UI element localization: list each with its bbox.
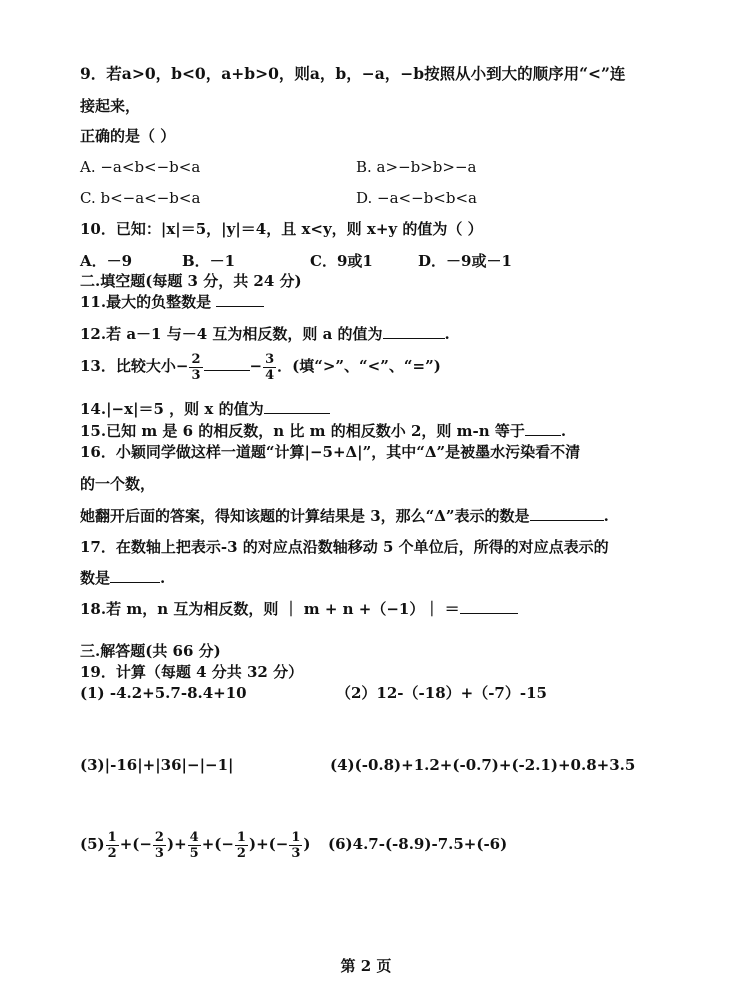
q17-line2 [80, 568, 165, 588]
q13-fraction-1: $\frac{2}{3}$ [191, 351, 201, 383]
p5-frac-e: $\frac{1}{3}$ [291, 829, 301, 861]
q14-blank [264, 399, 330, 414]
q9-option-b: B. a>−b>b>−a [356, 158, 477, 176]
q11-blank [216, 292, 264, 307]
q18 [80, 599, 518, 619]
q9-option-c: C. b<−a<−b<a [80, 189, 201, 207]
q11 [80, 292, 264, 312]
q17-end: . [160, 569, 166, 587]
problem-1: (1) -4.2+5.7-8.4+10 [80, 684, 247, 702]
q17-text: 数是 [80, 569, 111, 587]
q12-blank [383, 324, 445, 339]
q15 [80, 421, 566, 441]
q19-heading: 19．计算（每题 4 分共 32 分） [80, 663, 304, 681]
q16-line1: 16．小颖同学做这样一道题“计算|−5+Δ|”，其中“Δ”是被墨水污染看不清 [80, 443, 581, 461]
q16-line2: 的一个数， [80, 475, 156, 493]
problem-5: (5) $\frac{1}{2}$ +(− $\frac{2}{3}$ )+ $\frac{4}{5}$ +(− $\frac{1}{2}$ )+(− $\frac{1}{3}$ ) [80, 829, 311, 861]
section-2-heading: 二.填空题(每题 3 分，共 24 分) [80, 272, 302, 290]
q13: 13．比较大小− $\frac{2}{3}$ − $\frac{3}{4}$ ．(填“>”、“<”、“=”) [80, 351, 441, 383]
q18-blank [460, 599, 518, 614]
q10-option-c: C．9或1 [310, 252, 373, 270]
q16-blank [530, 506, 604, 521]
p5-frac-b: $\frac{2}{3}$ [154, 829, 164, 861]
q13-blank [204, 356, 250, 371]
q15-end: . [560, 422, 567, 440]
q9-line2: 接起来， [80, 97, 141, 115]
section-3-heading: 三.解答题(共 66 分) [80, 642, 221, 660]
problem-6: (6)4.7-(-8.9)-7.5+(-6) [328, 835, 508, 853]
q10-option-b: B．－1 [182, 252, 236, 270]
q12-end: . [444, 325, 450, 343]
p5-frac-d: $\frac{1}{2}$ [236, 829, 246, 861]
problem-5-label: (5) [80, 835, 105, 853]
q9-line3: 正确的是（ ） [80, 127, 176, 145]
q15-text: 15.已知 m 是 6 的相反数，n 比 m 的相反数小 2，则 m-n 等于 [80, 422, 525, 440]
q12-text: 12.若 a－1 与－4 互为相反数，则 a 的值为 [80, 325, 383, 343]
p5-frac-c: $\frac{4}{5}$ [189, 829, 199, 861]
q13-text: 13．比较大小 [80, 357, 176, 375]
q14 [80, 399, 330, 419]
q17-line1: 17．在数轴上把表示-3 的对应点沿数轴移动 5 个单位后，所得的对应点表示的 [80, 538, 609, 556]
q10-option-a: A．－9 [80, 252, 133, 270]
p5-frac-a: $\frac{1}{2}$ [107, 829, 117, 861]
q9-option-d: D. −a<−b<b<a [356, 189, 477, 207]
q18-text: 18.若 m，n 互为相反数，则 ｜ m + n +（−1）｜ ＝ [80, 600, 460, 618]
problem-4: (4)(-0.8)+1.2+(-0.7)+(-2.1)+0.8+3.5 [330, 756, 636, 774]
q9-option-a: A. −a<b<−b<a [80, 158, 201, 176]
q12 [80, 324, 450, 344]
q16-line3 [80, 506, 609, 526]
problem-3: (3)|-16|+|36|−|−1| [80, 756, 234, 774]
q9-line1: 9．若a>0，b<0，a+b>0，则a，b，−a，−b按照从小到大的顺序用“<”连 [80, 64, 626, 83]
problem-2: （2）12-（-18）+（-7）-15 [336, 684, 547, 702]
q16-end: . [603, 507, 609, 525]
q13-hint: ．(填“>”、“<”、“=”) [277, 357, 441, 375]
q17-blank [110, 568, 160, 583]
page-number: 第 2 页 [340, 957, 392, 975]
q10-line1: 10．已知：|x|＝5，|y|＝4，且 x<y，则 x+y 的值为（ ） [80, 220, 483, 238]
q10-option-d: D．－9或－1 [418, 252, 512, 270]
q16-text: 她翻开后面的答案，得知该题的计算结果是 3，那么“Δ”表示的数是 [80, 507, 530, 525]
q14-text: 14.|−x|＝5 ，则 x 的值为 [80, 400, 264, 418]
q11-text: 11.最大的负整数是 [80, 293, 217, 311]
q15-blank [525, 421, 561, 436]
q13-fraction-2: $\frac{3}{4}$ [265, 351, 275, 383]
